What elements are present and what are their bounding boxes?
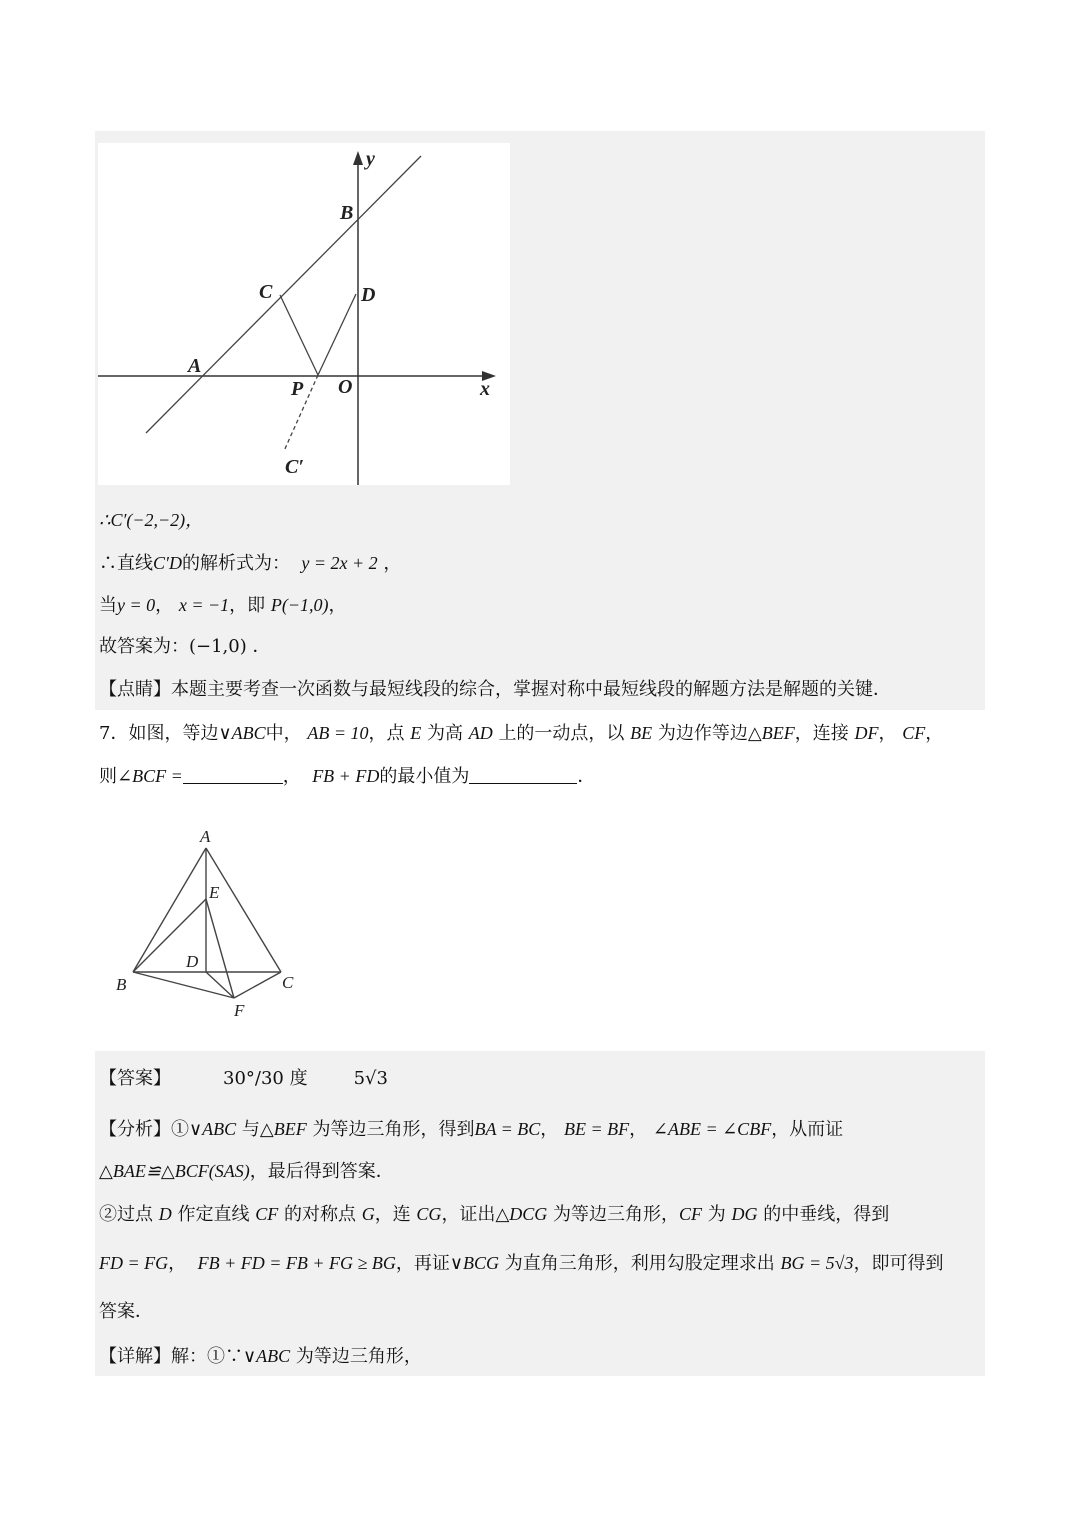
label-y: y (366, 148, 375, 170)
question-7-line-2: 则∠BCF = ， FB + FD的最小值为 ． (99, 766, 596, 787)
solution-line-4: 故答案为：(−1,0) ． (99, 636, 271, 657)
label-d2: D (186, 952, 199, 971)
label-p: P (291, 378, 304, 400)
analysis-line-5: 答案． (99, 1301, 153, 1322)
label-c2: C (282, 973, 294, 992)
segment-cf (234, 972, 281, 998)
answer-line: 【答案】 30°/30 度 5√3 (99, 1068, 388, 1089)
coordinate-figure (98, 143, 510, 485)
label-f2: F (234, 1001, 245, 1020)
key-point-line: 【点睛】本题主要考查一次函数与最短线段的综合，掌握对称中最短线段的解题方法是解题的关键． (99, 679, 891, 700)
triangle-figure (108, 822, 308, 1027)
detail-tag: 【详解】 (99, 1346, 171, 1367)
label-a2: A (200, 827, 211, 846)
analysis-line-1: 【分析】①∨ABC 与△BEF 为等边三角形，得到BA = BC， BE = BF， ∠ABE = ∠CBF，从而证 (99, 1119, 844, 1140)
label-d: D (361, 284, 376, 306)
segment-ef (206, 899, 234, 998)
segment-bf (133, 972, 234, 998)
label-c: C (259, 281, 273, 303)
analysis-line-3: ②过点 D 作定直线 CF 的对称点 G，连 CG，证出△DCG 为等边三角形，CF 为 DG 的中垂线，得到 (99, 1204, 890, 1225)
solution-line-1: ∴C′(−2,−2)， (99, 510, 204, 530)
solution-line-2: ∴直线C′D的解析式为： y = 2x + 2 ， (99, 553, 402, 574)
analysis-line-4: FD = FG， FB + FD = FB + FG ≥ BG，再证∨BCG 为直角三角形，利用勾股定理求出 BG = 5√3，即可得到 (99, 1253, 944, 1274)
label-x: x (480, 378, 490, 400)
label-a: A (188, 355, 202, 377)
answer-blank-1[interactable] (183, 765, 283, 784)
analysis-line-2: △BAE≌△BCF(SAS)，最后得到答案． (99, 1161, 394, 1182)
analysis-tag: 【分析】 (99, 1119, 171, 1140)
label-b: B (340, 202, 354, 224)
detail-line: 【详解】解：①∵∨ABC 为等边三角形， (99, 1346, 422, 1367)
side-ac (206, 848, 281, 972)
answer-tag: 【答案】 (99, 1068, 171, 1089)
label-e2: E (209, 883, 220, 902)
question-7-line-1: 7．如图，等边∨ABC中， AB = 10，点 E 为高 AD 上的一动点，以 BE 为边作等边△BEF，连接 DF， CF， (99, 723, 944, 744)
label-b2: B (116, 975, 127, 994)
answer-blank-2[interactable] (469, 765, 577, 784)
key-point-tag: 【点睛】 (99, 679, 171, 700)
label-c-prime: C′ (285, 456, 304, 478)
label-o: O (338, 376, 353, 398)
solution-line-3: 当y = 0， x = −1，即 P(−1,0)， (99, 595, 347, 616)
